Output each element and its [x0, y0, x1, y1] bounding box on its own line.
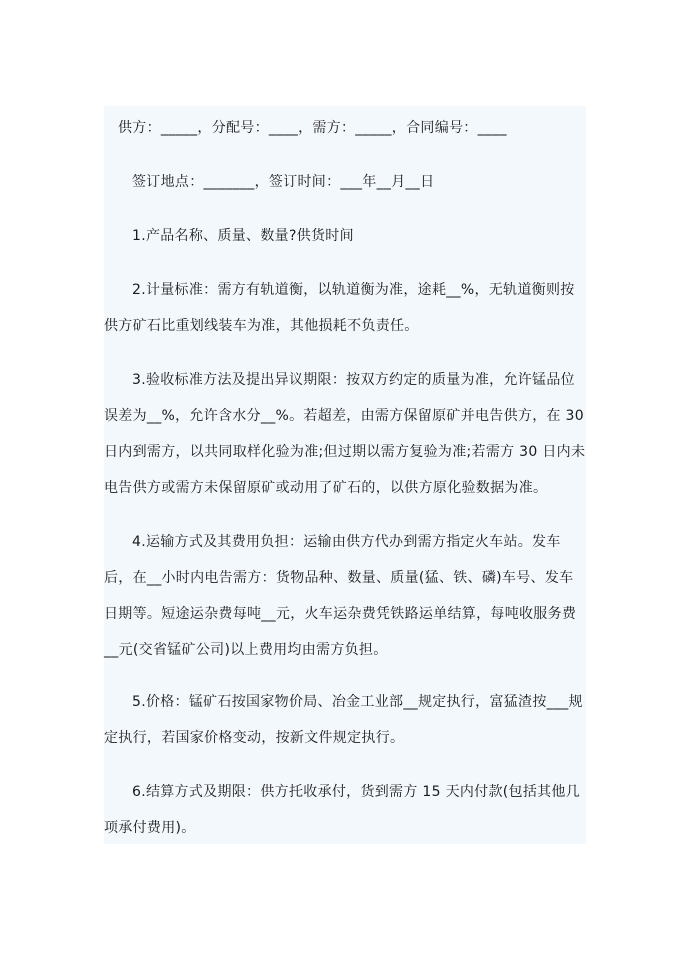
- contract-header-line: 供方：_____，分配号：____，需方：_____，合同编号：____: [118, 120, 507, 136]
- sign-place-time-line: 签订地点：_______，签订时间：___年__月__日: [132, 174, 435, 190]
- section-6-settlement: 6.结算方式及期限：供方托收承付，货到需方 15 天内付款(包括其他几项承付费用)。: [104, 784, 581, 836]
- section-3-acceptance: 3.验收标准方法及提出异议期限：按双方约定的质量为准，允许锰品位误差为__%，允许含水分__%。若超差，由需方保留原矿并电告供方，在 30 日内到需方，以共同取样化验为准;但过期以需方复验为准;若需方 30 日内未电告供方或需方未保留原矿或动用了矿石的，以供方原化验数据为准。: [104, 372, 589, 496]
- section-1-product: 1.产品名称、质量、数量?供货时间: [132, 228, 354, 244]
- section-2-measurement: 2.计量标准：需方有轨道衡，以轨道衡为准，途耗__%，无轨道衡则按供方矿石比重划线装车为准，其他损耗不负责任。: [104, 282, 575, 334]
- section-5-price: 5.价格：锰矿石按国家物价局、冶金工业部__规定执行，富猛渣按___规定执行，若国家价格变动，按新文件规定执行。: [104, 694, 583, 746]
- section-4-transport: 4.运输方式及其费用负担：运输由供方代办到需方指定火车站。发车后，在__小时内电告需方：货物品种、数量、质量(猛、铁、磷)车号、发车日期等。短途运杂费每吨__元，火车运杂费凭铁路运单结算，每吨收服务费__元(交省锰矿公司)以上费用均由需方负担。: [104, 534, 577, 658]
